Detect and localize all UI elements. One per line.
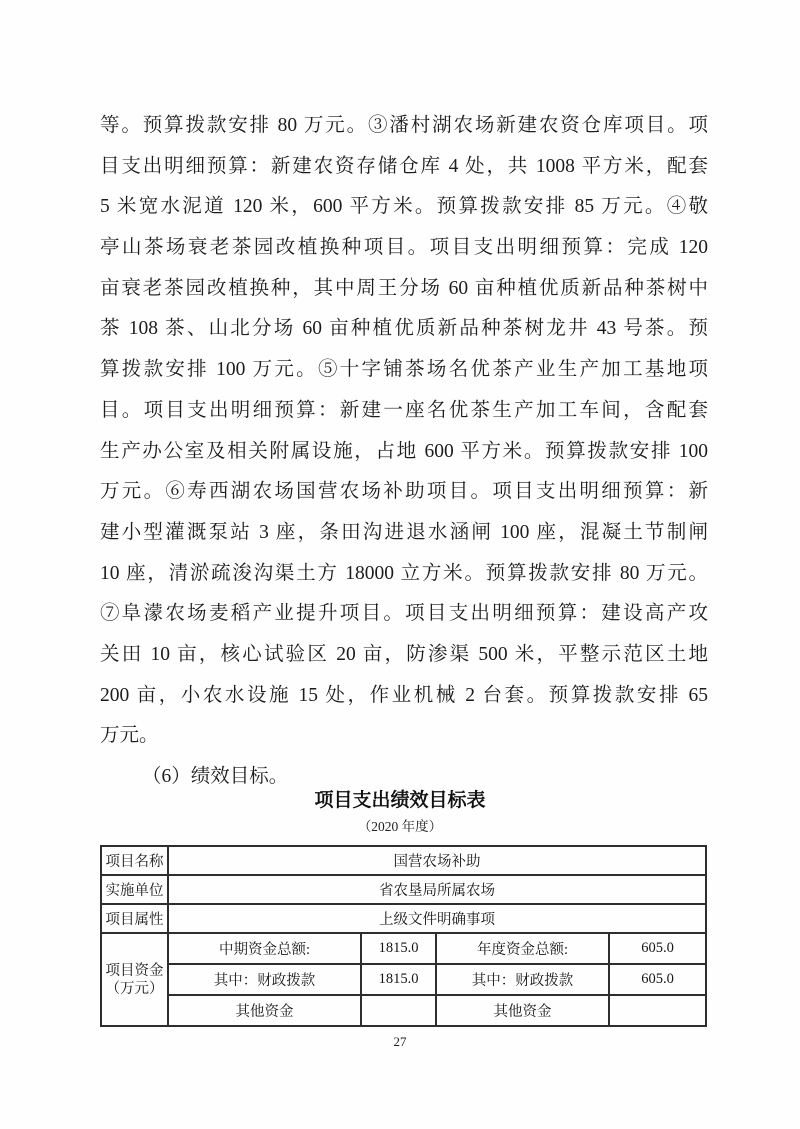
body-line: 200 亩，小农水设施 15 处，作业机械 2 台套。预算拨款安排 65 — [100, 684, 708, 706]
annual-other-label: 其他资金 — [436, 995, 609, 1026]
body-line: 茶 108 茶、山北分场 60 亩种植优质新品种茶树龙井 43 号茶。预 — [100, 318, 708, 340]
page-number: 27 — [393, 1034, 407, 1049]
table-row — [101, 846, 706, 875]
body-paragraphs — [100, 106, 708, 798]
annual-total-label: 年度资金总额: — [436, 933, 609, 964]
table-row — [101, 904, 706, 933]
project-attribute-value: 上级文件明确事项 — [168, 904, 706, 933]
midterm-other-value — [361, 995, 436, 1026]
annual-fiscal-value: 605.0 — [609, 964, 706, 995]
project-name-label: 项目名称 — [101, 846, 168, 875]
implementing-unit-value: 省农垦局所属农场 — [168, 875, 706, 904]
midterm-fiscal-value: 1815.0 — [361, 964, 436, 995]
body-line: 生产办公室及相关附属设施，占地 600 平方米。预算拨款安排 100 — [100, 440, 708, 462]
project-attribute-label: 项目属性 — [101, 904, 168, 933]
body-line: ⑦阜濛农场麦稻产业提升项目。项目支出明细预算：建设高产攻 — [100, 603, 708, 625]
body-line: 关田 10 亩，核心试验区 20 亩，防渗渠 500 米，平整示范区土地 — [100, 643, 708, 665]
body-line: 万元。⑥寿西湖农场国营农场补助项目。项目支出明细预算：新 — [100, 481, 708, 503]
body-line: 亭山茶场衰老茶园改植换种项目。项目支出明细预算：完成 120 — [100, 237, 708, 259]
body-line: 目。项目支出明细预算：新建一座名优茶生产加工车间，含配套 — [100, 399, 708, 421]
performance-target-table — [100, 845, 707, 1027]
project-name-value: 国营农场补助 — [168, 846, 706, 875]
body-line: 建小型灌溉泵站 3 座，条田沟进退水涵闸 100 座，混凝土节制闸 — [100, 521, 708, 543]
body-line: 等。预算拨款安排 80 万元。③潘村湖农场新建农资仓库项目。项 — [100, 115, 708, 136]
midterm-total-value: 1815.0 — [361, 933, 436, 964]
body-line: 算拨款安排 100 万元。⑤十字铺茶场名优茶产业生产加工基地项 — [100, 359, 708, 381]
section-heading: （6）绩效目标。 — [142, 766, 289, 787]
table-subtitle: （2020 年度） — [357, 819, 443, 834]
annual-total-value: 605.0 — [609, 933, 706, 964]
table-row — [101, 995, 706, 1026]
body-line: 5 米宽水泥道 120 米，600 平方米。预算拨款安排 85 万元。④敬 — [100, 196, 708, 218]
table-title: 项目支出绩效目标表 — [314, 790, 486, 811]
midterm-other-label: 其他资金 — [168, 995, 361, 1026]
implementing-unit-label: 实施单位 — [101, 875, 168, 904]
midterm-fiscal-label: 其中：财政拨款 — [168, 964, 361, 995]
annual-fiscal-label: 其中：财政拨款 — [436, 964, 609, 995]
table-row — [101, 875, 706, 904]
body-line: 10 座，清淤疏浚沟渠土方 18000 立方米。预算拨款安排 80 万元。 — [100, 562, 708, 584]
table-row — [101, 964, 706, 995]
body-line: 亩衰老茶园改植换种，其中周王分场 60 亩种植优质新品种茶树中 — [100, 277, 708, 299]
project-funds-label: 项目资金（万元） — [101, 933, 168, 1026]
body-line: 万元。 — [100, 725, 159, 747]
table-row — [101, 933, 706, 964]
midterm-total-label: 中期资金总额: — [168, 933, 361, 964]
annual-other-value — [609, 995, 706, 1026]
body-line: 目支出明细预算：新建农资存储仓库 4 处，共 1008 平方米，配套 — [100, 155, 708, 177]
